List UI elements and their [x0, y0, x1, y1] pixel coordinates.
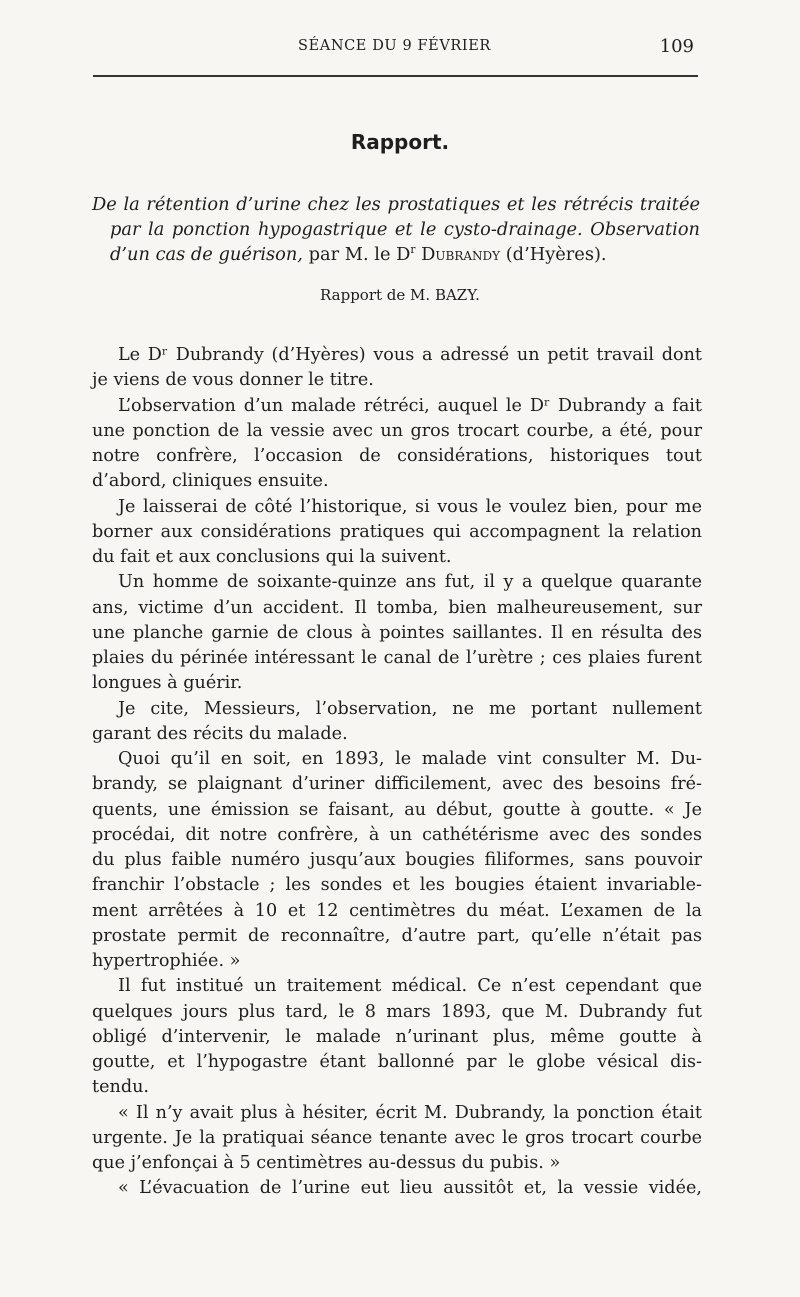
- subtitle-line-1: De la rétention d’urine chez les prostatiques et les rétrécis traitée: [92, 194, 700, 215]
- body-line: tendu.: [92, 1077, 149, 1098]
- body-line: Je cite, Messieurs, l’observation, ne me portant nullement: [118, 698, 702, 719]
- body-line: garant des récits du malade.: [92, 723, 348, 744]
- body-line: procédai, dit notre confrère, à un cathétérisme avec des sondes: [92, 824, 702, 845]
- body-line: quents, une émission se faisant, au début, goutte à goutte. « Je: [92, 799, 702, 820]
- body-line: L’observation d’un malade rétréci, auquel le Dʳ Dubrandy a fait: [118, 395, 702, 416]
- body-line: longues à guérir.: [92, 673, 243, 694]
- body-line: brandy, se plaignant d’uriner difficilement, avec des besoins fré-: [92, 774, 702, 795]
- body-line: obligé d’intervenir, le malade n’urinant plus, même goutte à: [92, 1026, 702, 1047]
- subtitle-par: par M. le D: [302, 244, 411, 265]
- body-line: prostate permit de reconnaître, d’autre part, qu’elle n’était pas: [92, 925, 702, 946]
- body-line: borner aux considérations pratiques qui accompagnent la relation: [92, 521, 702, 542]
- body-line: du fait et aux conclusions qui la suivent.: [92, 547, 452, 567]
- body-line: une planche garnie de clous à pointes saillantes. Il en résulta des: [92, 622, 702, 643]
- body-line: « L’évacuation de l’urine eut lieu aussitôt et, la vessie vidée,: [118, 1178, 702, 1199]
- body-line: ment arrêtées à 10 et 12 centimètres du méat. L’examen de la: [92, 900, 702, 921]
- section-title: Rapport.: [350, 130, 450, 154]
- body-line: Quoi qu’il en soit, en 1893, le malade vint consulter M. Du-: [118, 749, 702, 769]
- body-line: franchir l’obstacle ; les sondes et les bougies étaient invariable-: [92, 875, 702, 896]
- body-line: quelques jours plus tard, le 8 mars 1893, que M. Dubrandy fut: [92, 1001, 702, 1022]
- body-line: que j’enfonçai à 5 centimètres au-dessus du pubis. »: [92, 1153, 561, 1173]
- body-line: du plus faible numéro jusqu’aux bougies filiformes, sans pouvoir: [92, 850, 702, 870]
- body-line: Un homme de soixante-quinze ans fut, il y a quelque quarante: [118, 572, 702, 593]
- author-place: (d’Hyères).: [500, 244, 607, 265]
- subtitle-case-italic: d’un cas de guérison,: [110, 244, 303, 265]
- body-line: d’abord, cliniques ensuite.: [92, 471, 329, 492]
- body-line: plaies du périnée intéressant le canal de l’urètre ; ces plaies furent: [92, 648, 702, 668]
- page-header: [93, 34, 696, 62]
- body-line: notre confrère, l’occasion de considérations, historiques tout: [92, 446, 702, 466]
- page-number: 109: [659, 36, 694, 57]
- body-line: Je laisserai de côté l’historique, si vous le voulez bien, pour me: [118, 496, 702, 517]
- body-line: Il fut institué un traitement médical. Ce n’est cependant que: [118, 976, 702, 997]
- body-line: « Il n’y avait plus à hésiter, écrit M. Dubrandy, la ponction était: [118, 1102, 702, 1123]
- body-line: Le Dʳ Dubrandy (d’Hyères) vous a adressé un petit travail dont: [118, 345, 702, 365]
- body-line: hypertrophiée. »: [92, 951, 241, 971]
- body-text: [92, 343, 702, 1202]
- author-name: Dubrandy: [415, 244, 501, 265]
- subtitle-line-2: par la ponction hypogastrique et le cysto-drainage. Observation: [110, 219, 700, 240]
- body-line: je viens de vous donner le titre.: [92, 370, 374, 391]
- running-title: SÉANCE DU 9 FÉVRIER: [298, 38, 491, 54]
- doctor-abbrev-sup: r: [410, 243, 416, 257]
- body-line: ans, victime d’un accident. Il tomba, bien malheureusement, sur: [92, 597, 702, 618]
- header-rule: [93, 75, 698, 77]
- body-line: goutte, et l’hypogastre étant ballonné par le globe vésical dis-: [92, 1052, 702, 1072]
- rapporteur-line: Rapport de M. BAZY.: [320, 286, 480, 304]
- body-line: une ponction de la vessie avec un gros trocart courbe, a été, pour: [92, 420, 702, 441]
- body-line: urgente. Je la pratiquai séance tenante avec le gros trocart courbe: [92, 1127, 702, 1148]
- subtitle-line-3: [92, 242, 700, 267]
- report-subtitle: [92, 192, 700, 267]
